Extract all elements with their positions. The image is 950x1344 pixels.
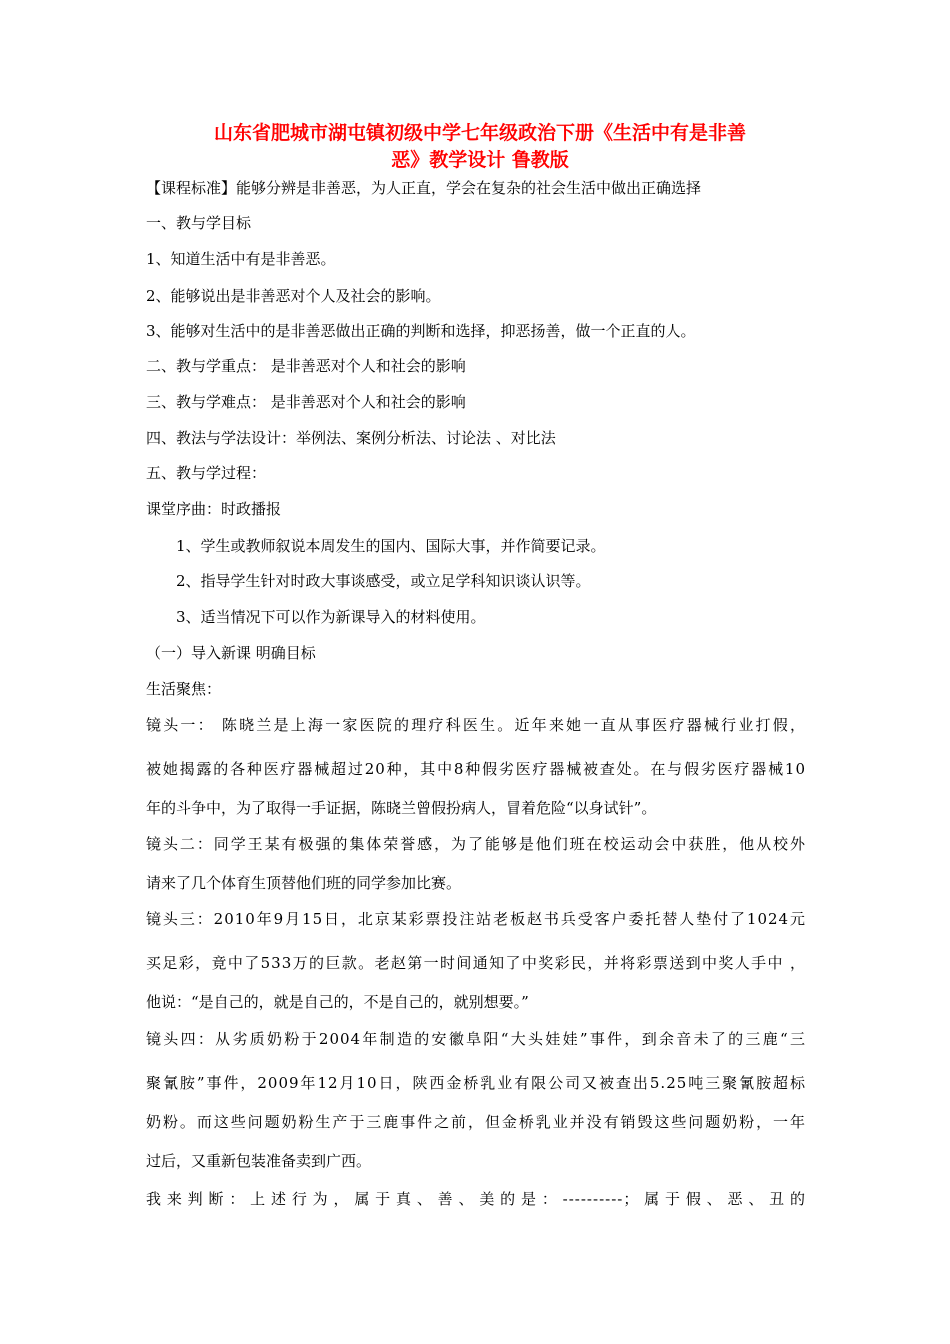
scene-3-line-3: 他说：“是自己的，就是自己的，不是自己的，就别想要。”: [146, 993, 529, 1011]
scene-4-line-2: 聚氰胺”事件，2009年12月10日，陕西金桥乳业有限公司又被查出5.25吨三聚氰胺超标: [146, 1074, 806, 1092]
judgement-prompt: 我来判断：上述行为，属于真、善、美的是：----------；属于假、恶、丑的: [146, 1190, 806, 1208]
goal-2: 2、能够说出是非善恶对个人及社会的影响。: [146, 287, 441, 305]
course-standard: 【课程标准】能够分辨是非善恶，为人正直，学会在复杂的社会生活中做出正确选择: [146, 179, 702, 197]
title-line-1: 山东省肥城市湖屯镇初级中学七年级政治下册《生活中有是非善: [213, 122, 746, 144]
prelude-item-3: 3、适当情况下可以作为新课导入的材料使用。: [176, 608, 486, 626]
life-focus-heading: 生活聚焦：: [146, 680, 222, 698]
section-heading-methods: 四、教法与学法设计：举例法、案例分析法、讨论法 、对比法: [146, 429, 556, 447]
scene-1-line-2: 被她揭露的各种医疗器械超过20种，其中8种假劣医疗器械被查处。在与假劣医疗器械10: [146, 760, 806, 778]
scene-1-line-1: 镜头一： 陈晓兰是上海一家医院的理疗科医生。近年来她一直从事医疗器械行业打假，: [146, 716, 806, 734]
document-title: [150, 120, 810, 174]
scene-3-line-2: 买足彩，竟中了533万的巨款。老赵第一时间通知了中奖彩民，并将彩票送到中奖人手中 ，: [146, 954, 806, 972]
goal-1: 1、知道生活中有是非善恶。: [146, 250, 336, 268]
prelude-item-1: 1、学生或教师叙说本周发生的国内、国际大事，并作简要记录。: [176, 537, 606, 555]
section-heading-key-points: 二、教与学重点： 是非善恶对个人和社会的影响: [146, 357, 466, 375]
prelude-item-2: 2、指导学生针对时政大事谈感受，或立足学科知识谈认识等。: [176, 572, 591, 590]
scene-3-line-1: 镜头三：2010年9月15日，北京某彩票投注站老板赵书兵受客户委托替人垫付了1024元: [146, 910, 806, 928]
subsection-heading-intro: （一）导入新课 明确目标: [146, 644, 316, 662]
scene-4-line-1: 镜头四：从劣质奶粉于2004年制造的安徽阜阳“大头娃娃”事件，到余音未了的三鹿“三: [146, 1030, 806, 1048]
section-heading-process: 五、教与学过程：: [146, 464, 267, 482]
scene-2-line-2: 请来了几个体育生顶替他们班的同学参加比赛。: [146, 874, 462, 892]
scene-4-line-3: 奶粉。而这些问题奶粉生产于三鹿事件之前，但金桥乳业并没有销毁这些问题奶粉，一年: [146, 1113, 806, 1131]
prelude-heading: 课堂序曲：时政播报: [146, 500, 282, 518]
scene-2-line-1: 镜头二：同学王某有极强的集体荣誉感，为了能够是他们班在校运动会中获胜，他从校外: [146, 835, 806, 853]
section-heading-goals: 一、教与学目标: [146, 214, 252, 232]
goal-3: 3、能够对生活中的是非善恶做出正确的判断和选择，抑恶扬善，做一个正直的人。: [146, 322, 696, 340]
scene-4-line-4: 过后，又重新包装准备卖到广西。: [146, 1152, 372, 1170]
title-line-2: 恶》教学设计 鲁教版: [391, 149, 569, 171]
section-heading-difficulties: 三、教与学难点： 是非善恶对个人和社会的影响: [146, 393, 466, 411]
scene-1-line-3: 年的斗争中，为了取得一手证据，陈晓兰曾假扮病人，冒着危险“以身试针”。: [146, 799, 657, 817]
